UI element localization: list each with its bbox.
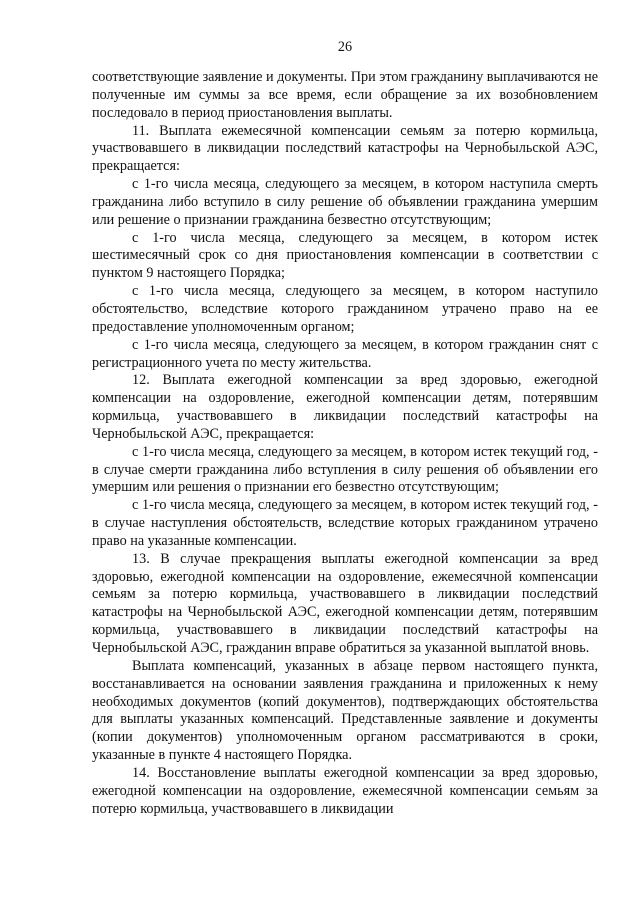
paragraph-item-11: 11. Выплата ежемесячной компенсации семьям за потерю кормильца, участвовавшего в ликвидации последствий катастрофы на Чернобыльской АЭС, прекращается:: [92, 122, 598, 175]
paragraph-item-12: 12. Выплата ежегодной компенсации за вред здоровью, ежегодной компенсации на оздоровление, ежегодной компенсации детям, потерявшим кормильца, участвовавшего в ликвидации последствий катастрофы на Чернобыльской АЭС, прекращается:: [92, 372, 598, 442]
page-number: 26: [337, 39, 353, 55]
paragraph-item-11-case-4: с 1-го числа месяца, следующего за месяцем, в котором гражданин снят с регистрационного учета по месту жительства.: [92, 336, 598, 371]
paragraph-item-12-case-2: с 1-го числа месяца, следующего за месяцем, в котором истек текущий год, - в случае наступления обстоятельств, вследствие которых гражданином утрачено право на указанные компенсации.: [92, 497, 598, 549]
document-body: [92, 69, 598, 818]
paragraph-item-13-restoration: Выплата компенсаций, указанных в абзаце первом настоящего пункта, восстанавливается на основании заявления гражданина и приложенных к нему необходимых документов (копий документов), подтверждающих обстоятельства для выплаты указанных компенсаций. Представленные заявление и документы (копии документов) уполномоченным органом рассматриваются в сроки, указанные в пункте 4 настоящего Порядка.: [92, 657, 598, 764]
paragraph-item-14: 14. Восстановление выплаты ежегодной компенсации за вред здоровью, ежегодной компенсации на оздоровление, ежемесячной компенсации семьям за потерю кормильца, участвовавшего в ликвидации: [92, 764, 598, 817]
paragraph-item-12-case-1: с 1-го числа месяца, следующего за месяцем, в котором истек текущий год, - в случае смерти гражданина либо вступления в силу решения об объявлении его умершим или решения о признании его безвестно отсутствующим;: [92, 443, 598, 496]
paragraph-item-11-case-3: с 1-го числа месяца, следующего за месяцем, в котором наступило обстоятельство, вследствие которого гражданином утрачено право на ее предоставление уполномоченным органом;: [92, 283, 598, 335]
paragraph-item-11-case-2: с 1-го числа месяца, следующего за месяцем, в котором истек шестимесячный срок со дня приостановления компенсации в соответствии с пунктом 9 настоящего Порядка;: [92, 229, 598, 282]
paragraph-item-13: 13. В случае прекращения выплаты ежегодной компенсации за вред здоровью, ежегодной компенсации на оздоровление, ежемесячной компенсации семьям за потерю кормильца, участвовавшего в ликвидации последствий катастрофы на Чернобыльской АЭС, ежегодной компенсации детям, потерявшим кормильца, участвовавшего в ликвидации последствий катастрофы на Чернобыльской АЭС, гражданин вправе обратиться за указанной выплатой вновь.: [92, 550, 598, 656]
paragraph-item-11-case-1: с 1-го числа месяца, следующего за месяцем, в котором наступила смерть гражданина либо вступило в силу решение об объявлении гражданина умершим или решение о признании гражданина безвестно отсутствующим;: [92, 176, 598, 228]
paragraph-continuation: соответствующие заявление и документы. При этом гражданину выплачиваются не полученные им суммы за все время, если обращение за их возобновлением последовало в период приостановления выплаты.: [92, 69, 598, 121]
